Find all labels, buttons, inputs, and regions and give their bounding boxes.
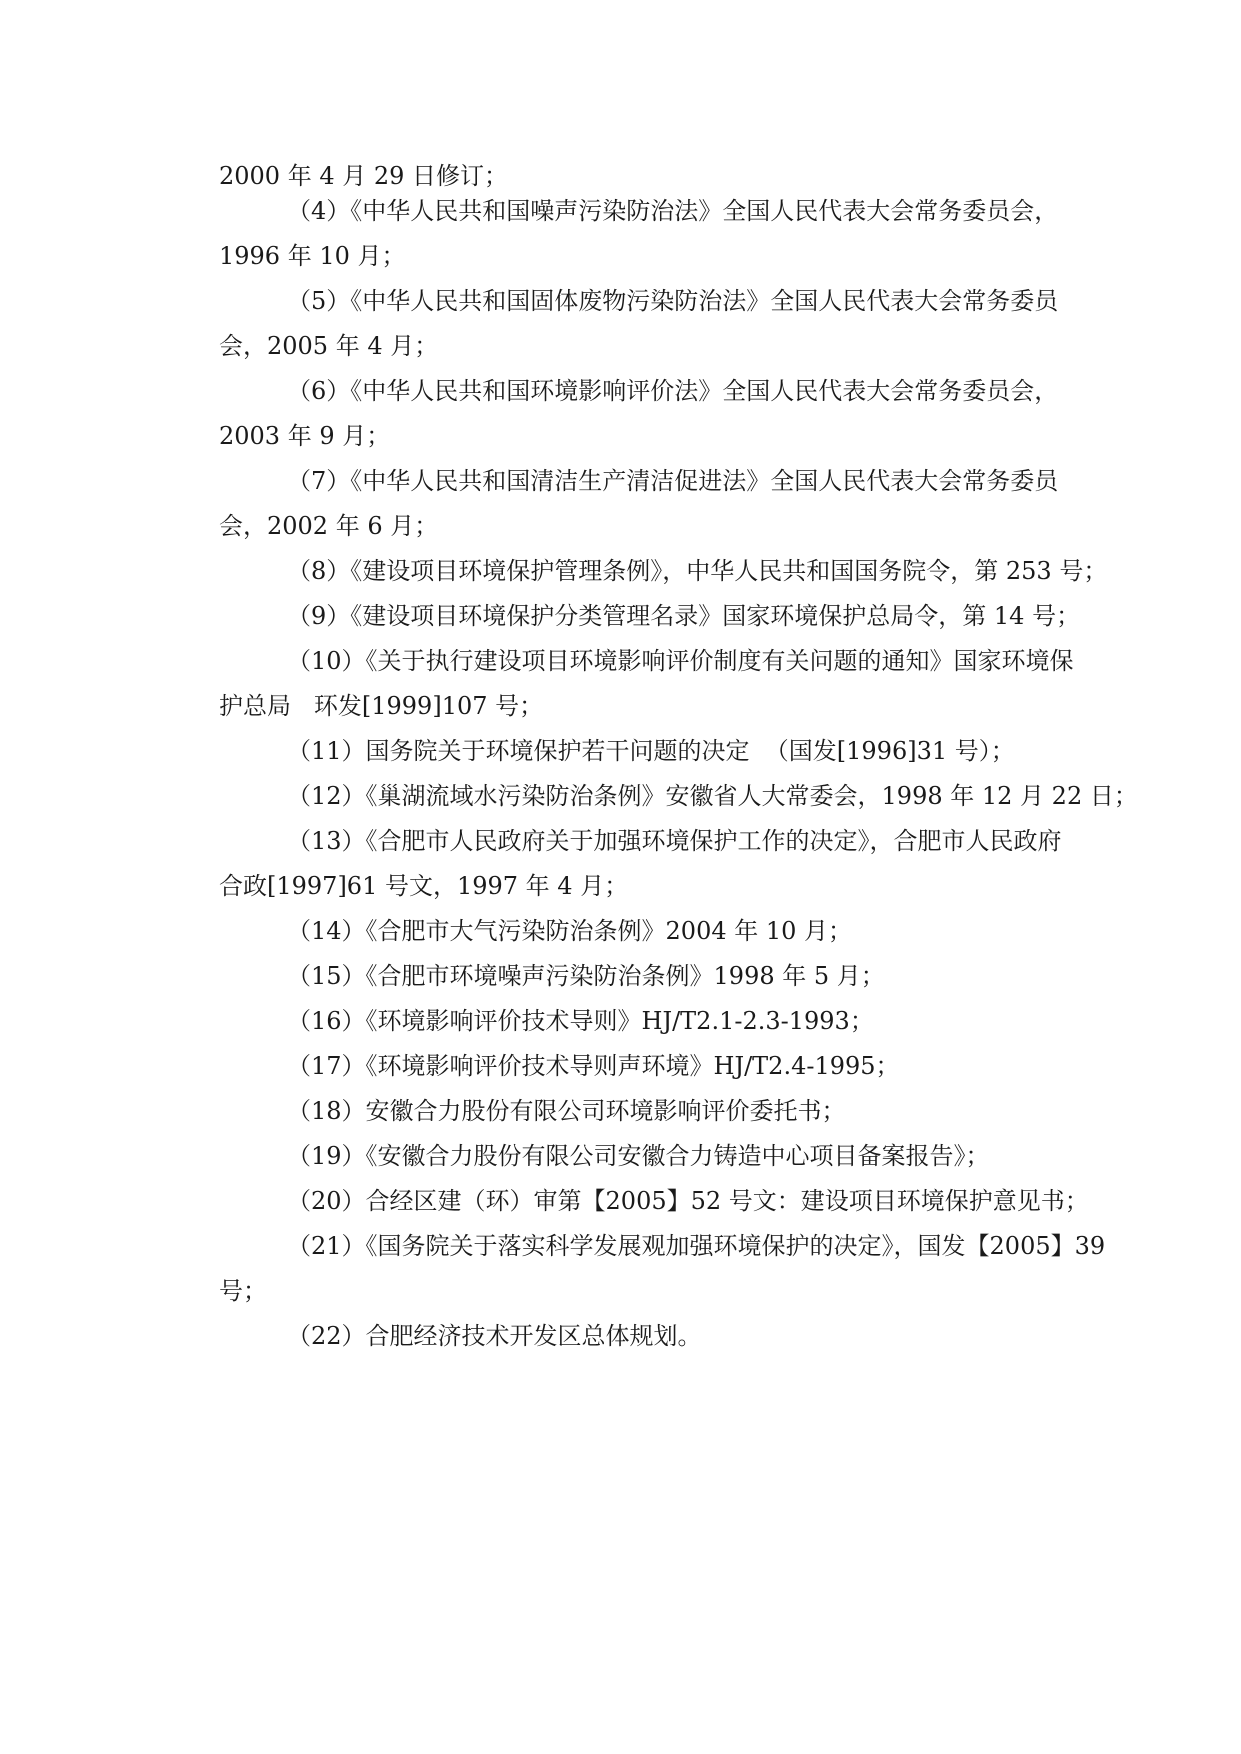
list-item-10: （10）《关于执行建设项目环境影响评价制度有关问题的通知》国家环境保 <box>287 647 1074 675</box>
text-line: 1996 年 10 月； <box>219 242 406 270</box>
text-line: 会，2002 年 6 月； <box>219 512 439 540</box>
list-item-14: （14）《合肥市大气污染防治条例》2004 年 10 月； <box>287 917 853 945</box>
list-item-16: （16）《环境影响评价技术导则》HJ/T2.1-2.3-1993； <box>287 1007 874 1035</box>
list-item-6: （6）《中华人民共和国环境影响评价法》全国人民代表大会常务委员会， <box>287 377 1059 405</box>
text-line: 护总局 环发[1999]107 号； <box>219 692 544 720</box>
list-item-5: （5）《中华人民共和国固体废物污染防治法》全国人民代表大会常务委员 <box>287 287 1059 315</box>
text-line: 会，2005 年 4 月； <box>219 332 439 360</box>
text-line: 2000 年 4 月 29 日修订； <box>219 162 509 190</box>
list-item-12: （12）《巢湖流域水污染防治条例》安徽省人大常委会，1998 年 12 月 22 日； <box>287 782 1138 810</box>
list-item-4: （4）《中华人民共和国噪声污染防治法》全国人民代表大会常务委员会， <box>287 197 1059 225</box>
list-item-11: （11）国务院关于环境保护若干问题的决定 （国发[1996]31 号）； <box>287 737 1015 765</box>
list-item-8: （8）《建设项目环境保护管理条例》，中华人民共和国国务院令，第 253 号； <box>287 557 1108 585</box>
list-item-21: （21）《国务院关于落实科学发展观加强环境保护的决定》，国发【2005】39 <box>287 1232 1106 1260</box>
list-item-13: （13）《合肥市人民政府关于加强环境保护工作的决定》，合肥市人民政府 <box>287 827 1062 855</box>
list-item-17: （17）《环境影响评价技术导则声环境》HJ/T2.4-1995； <box>287 1052 900 1080</box>
list-item-7: （7）《中华人民共和国清洁生产清洁促进法》全国人民代表大会常务委员 <box>287 467 1059 495</box>
text-line: 合政[1997]61 号文，1997 年 4 月； <box>219 872 629 900</box>
text-line: 2003 年 9 月； <box>219 422 391 450</box>
list-item-19: （19）《安徽合力股份有限公司安徽合力铸造中心项目备案报告》； <box>287 1142 990 1170</box>
text-line: 号； <box>219 1277 267 1305</box>
list-item-15: （15）《合肥市环境噪声污染防治条例》1998 年 5 月； <box>287 962 885 990</box>
list-item-22: （22）合肥经济技术开发区总体规划。 <box>287 1322 702 1350</box>
list-item-9: （9）《建设项目环境保护分类管理名录》国家环境保护总局令，第 14 号； <box>287 602 1081 630</box>
list-item-18: （18）安徽合力股份有限公司环境影响评价委托书； <box>287 1097 846 1125</box>
list-item-20: （20）合经区建（环）审第【2005】52 号文：建设项目环境保护意见书； <box>287 1187 1089 1215</box>
